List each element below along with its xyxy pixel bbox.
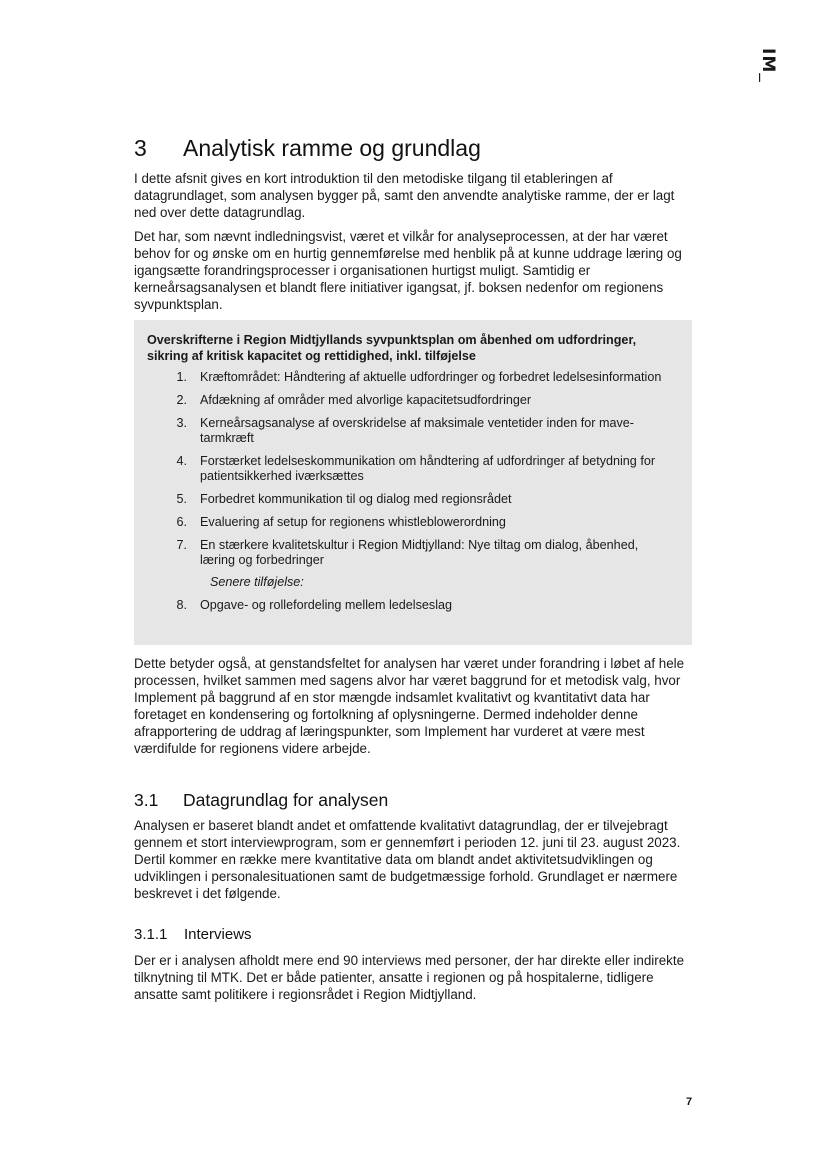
later-addition-label: Senere tilføjelse: <box>210 575 304 589</box>
chapter-title: Analytisk ramme og grundlag <box>183 135 481 161</box>
seven-point-plan-box <box>134 320 692 645</box>
interviews-paragraph: Der er i analysen afholdt mere end 90 interviews med personer, der har direkte eller indirekte tilknytning til MTK. Det er både patienter, ansatte i regionen og på hospitalerne, tidligere ansatte samt politikere i regionsrådet i Region Midtjylland. <box>134 953 685 1002</box>
datagrundlag-paragraph: Analysen er baseret blandt andet et omfattende kvalitativt datagrundlag, der er tilvejebragt gennem et stort interviewprogram, som er gennemført i perioden 12. juni til 23. august 2023. Dertil kommer en række mere kvantitative data om blandt andet aktivitetsudviklingen og udviklingen i personalesituationen samt de budgetmæssige forhold. Grundlaget er nærmere beskrevet i det følgende. <box>134 818 681 901</box>
subsection-title: Interviews <box>184 926 252 943</box>
list-item: 8. Opgave- og rollefordeling mellem ledelseslag <box>176 598 453 612</box>
implement-logo: IM_ <box>758 48 778 83</box>
list-item: 5. Forbedret kommunikation til og dialog med regionsrådet <box>176 492 512 506</box>
intro-paragraph: I dette afsnit gives en kort introduktion til den metodiske tilgang til etableringen af datagrundlaget, som analysen bygger på, samt den anvendte analytiske ramme, der er lagt ned over dette datagrundlag. <box>134 171 675 220</box>
section-title: Datagrundlag for analysen <box>183 790 389 810</box>
list-item: 2. Afdækning af områder med alvorlige kapacitetsudfordringer <box>176 393 532 407</box>
box-title: Overskrifterne i Region Midtjyllands syvpunktsplan om åbenhed om udfordringer, sikring af kritisk kapacitet og rettidighed, inkl. tilføjelse <box>147 333 637 363</box>
section-number: 3.1 <box>134 790 159 810</box>
list-item: 1. Kræftområdet: Håndtering af aktuelle udfordringer og forbedret ledelsesinformation <box>176 370 662 384</box>
list-item: 6. Evaluering af setup for regionens whistleblowerordning <box>176 515 506 529</box>
after-box-paragraph: Dette betyder også, at genstandsfeltet for analysen har været under forandring i løbet af hele processen, hvilket sammen med sagens alvor har været baggrund for et metodisk valg, hvor Implement på baggrund af en stor mængde indsamlet kvalitativt og kvantitativt data har foretaget en kondensering og fortolkning af oplysningerne. Dermed indeholder denne afrapportering de uddrag af læringspunkter, som Implement har vurderet at være mest værdifulde for regionens videre arbejde. <box>134 656 685 756</box>
chapter-heading <box>134 133 481 163</box>
list-item: 3. Kerneårsagsanalyse af overskridelse af maksimale ventetider inden for mave-tarmkræft <box>176 416 634 445</box>
section-heading <box>134 789 388 811</box>
subsection-heading <box>134 925 252 944</box>
chapter-number: 3 <box>134 135 147 161</box>
list-item: 7. En stærkere kvalitetskultur i Region Midtjylland: Nye tiltag om dialog, åbenhed, læring og forbedringer <box>176 538 639 567</box>
subsection-number: 3.1.1 <box>134 926 168 943</box>
list-item: 4. Forstærket ledelseskommunikation om håndtering af udfordringer af betydning for patientsikkerhed iværksættes <box>176 454 656 483</box>
context-paragraph: Det har, som nævnt indledningsvist, været et vilkår for analyseprocessen, at der har været behov for og ønske om en hurtig gennemførelse med henblik på at kunne uddrage læring og igangsætte forandringsprocesser i organisationen hurtigst muligt. Samtidig er kerneårsagsanalysen et blandt flere initiativer igangsat, jf. boksen nedenfor om regionens syvpunktsplan. <box>134 229 682 312</box>
seven-point-list <box>147 370 678 568</box>
page-number: 7 <box>686 1096 693 1108</box>
